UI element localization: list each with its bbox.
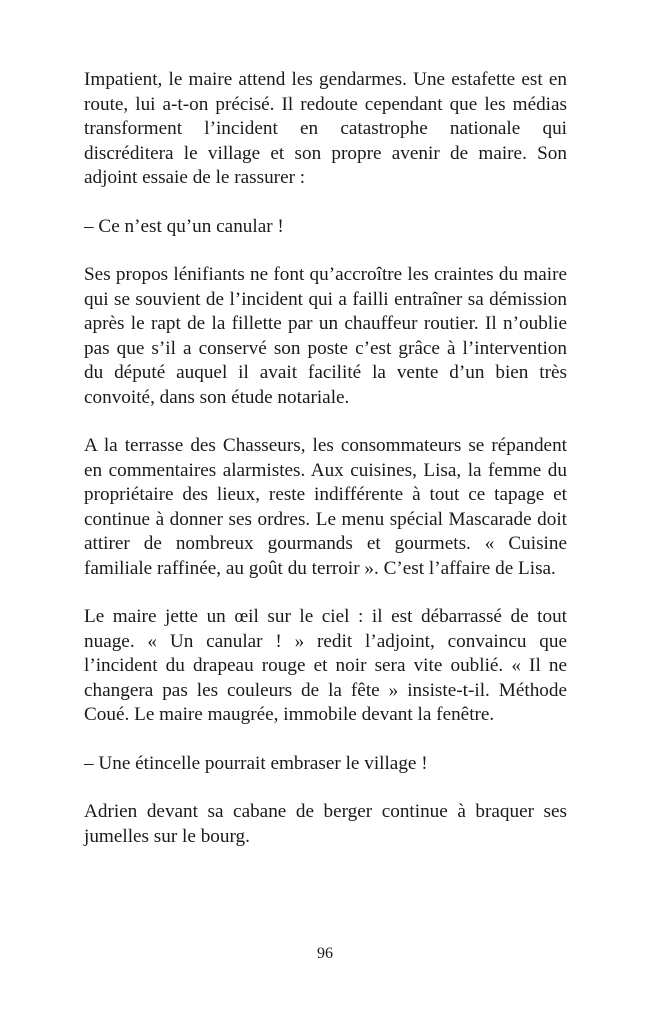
paragraph-3: Ses propos lénifiants ne font qu’accroître les craintes du maire qui se souvient de l’incident qui a failli entraîner sa démission après le rapt de la fillette par un chauffeur routier. Il n’oublie pas que s’il a conservé son poste c’est grâce à l’intervention du député auquel il avait facilité la vente d’un bien très convoité, dans son étude notariale. bbox=[84, 264, 567, 408]
paragraph-4: A la terrasse des Chasseurs, les consommateurs se répandent en commentaires alarmistes. Aux cuisines, Lisa, la femme du propriétaire des lieux, reste indifférente à tout ce tapage et continue à donner ses ordres. Le menu spécial Mascarade doit attirer de nombreux gourmands et gourmets. « Cuisine familiale raffinée, au goût du terroir ». C’est l’affaire de Lisa. bbox=[84, 435, 567, 579]
paragraph-5: Le maire jette un œil sur le ciel : il est débarrassé de tout nuage. « Un canular ! » redit l’adjoint, convaincu que l’incident du drapeau rouge et noir sera vite oublié. « Il ne changera pas les couleurs de la fête » insiste-t-il. Méthode Coué. Le maire maugrée, immobile devant la fenêtre. bbox=[84, 606, 567, 725]
paragraph-1: Impatient, le maire attend les gendarmes. Une estafette est en route, lui a-t-on précisé. Il redoute cependant que les médias transforment l’incident en catastrophe nationale qui discréditera le village et son propre avenir de maire. Son adjoint essaie de le rassurer : bbox=[84, 69, 567, 188]
page-body bbox=[84, 68, 567, 873]
paragraph-6-dialogue: – Une étincelle pourrait embraser le village ! bbox=[84, 752, 428, 774]
paragraph-7: Adrien devant sa cabane de berger continue à braquer ses jumelles sur le bourg. bbox=[84, 801, 567, 847]
paragraph-2-dialogue: – Ce n’est qu’un canular ! bbox=[84, 215, 284, 237]
page-number: 96 bbox=[317, 945, 333, 962]
